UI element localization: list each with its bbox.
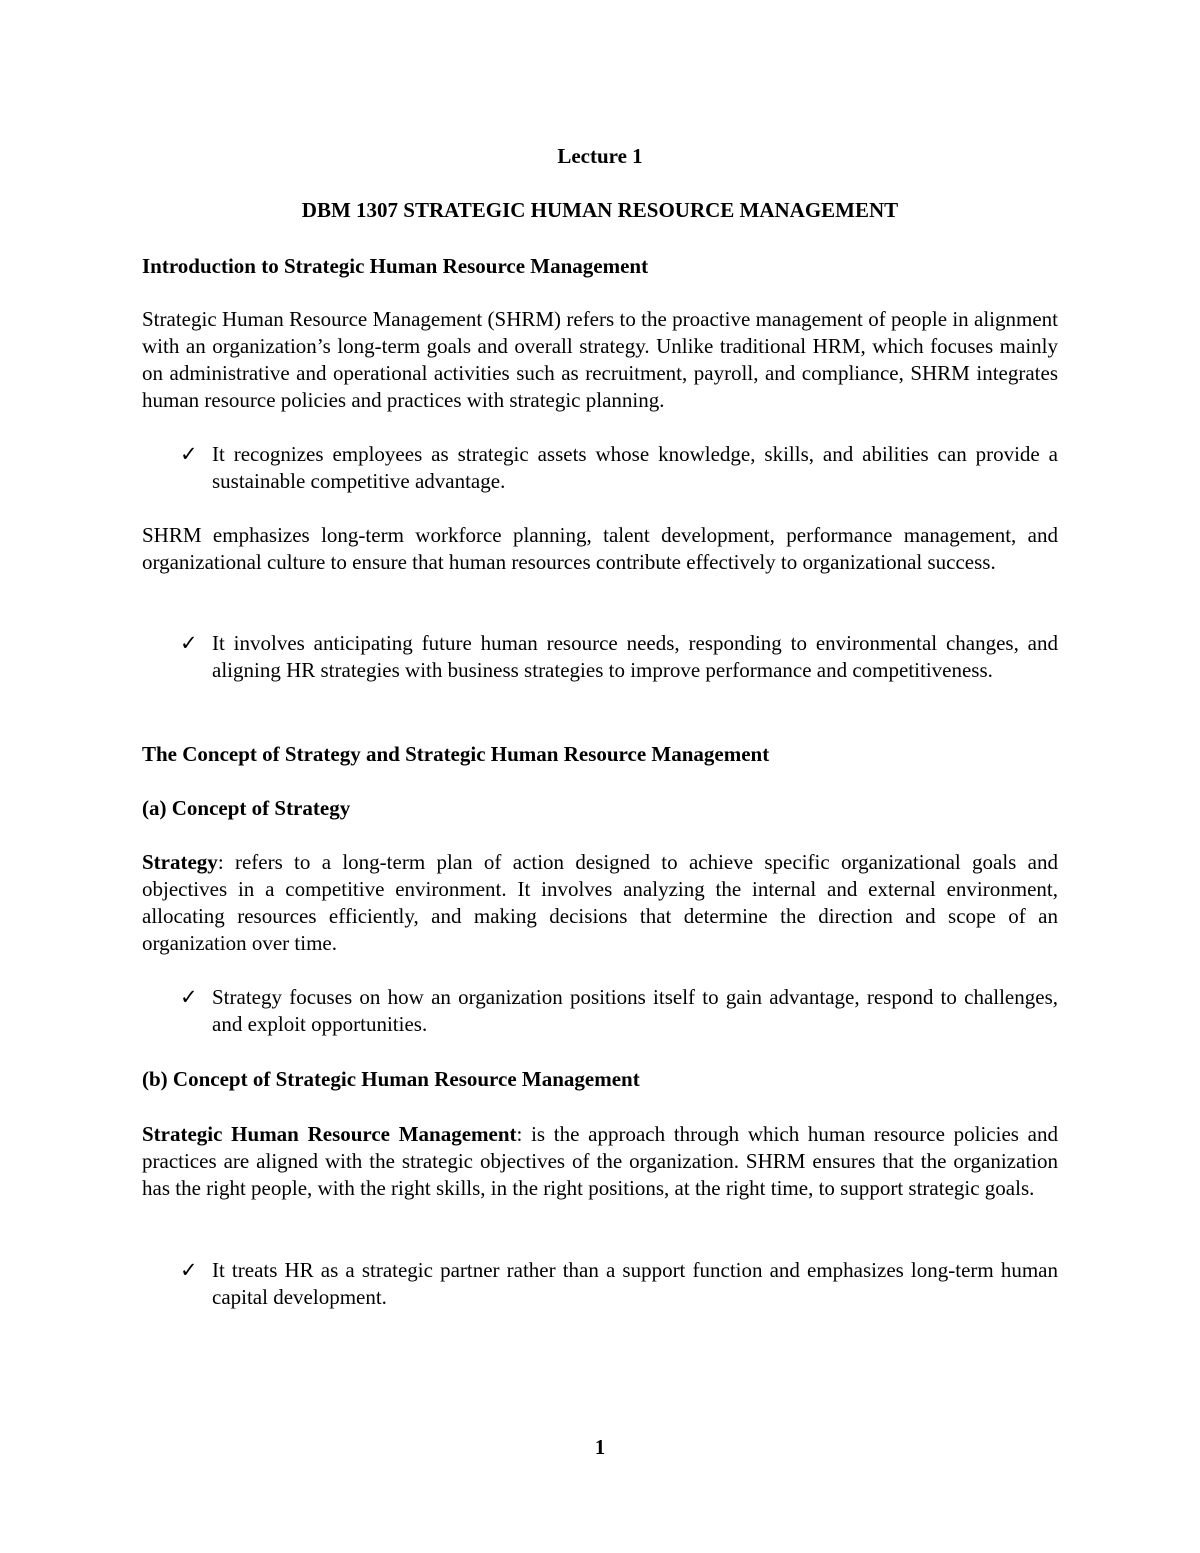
course-title: DBM 1307 STRATEGIC HUMAN RESOURCE MANAGEMENT [301, 198, 899, 222]
shrm-definition [142, 1121, 1058, 1202]
shrm-bullet-text: It treats HR as a strategic partner rather than a support function and emphasizes long-term human capital development. [212, 1258, 1058, 1309]
strategy-definition-text: : refers to a long-term plan of action designed to achieve specific organizational goals and objectives in a competitive environment. It involves analyzing the internal and external environment, allocating resources efficiently, and making decisions that determine the direction and scope of an organization over time. [142, 850, 1058, 955]
intro-bullet-text: It recognizes employees as strategic assets whose knowledge, skills, and abilities can provide a sustainable competitive advantage. [212, 442, 1058, 493]
strategy-definition [142, 849, 1058, 957]
emphasis-bullet [180, 630, 1058, 684]
emphasis-paragraph: SHRM emphasizes long-term workforce planning, talent development, performance management, and organizational culture to ensure that human resources contribute effectively to organizational success. [142, 523, 1058, 574]
strategy-bullet [180, 984, 1058, 1038]
intro-heading: Introduction to Strategic Human Resource Management [142, 254, 649, 278]
sub-b-heading: (b) Concept of Strategic Human Resource Management [142, 1067, 640, 1091]
strategy-term: Strategy [142, 850, 218, 874]
intro-paragraph: Strategic Human Resource Management (SHRM) refers to the proactive management of people in alignment with an organization’s long-term goals and overall strategy. Unlike traditional HRM, which focuses mainly on administrative and operational activities such as recruitment, payroll, and compliance, SHRM integrates human resource policies and practices with strategic planning. [142, 307, 1058, 412]
strategy-bullet-text: Strategy focuses on how an organization positions itself to gain advantage, respond to challenges, and exploit opportunities. [212, 985, 1058, 1036]
check-icon: ✓ [180, 1258, 198, 1282]
page-number: 1 [594, 1435, 606, 1459]
lecture-title: Lecture 1 [557, 144, 643, 168]
intro-bullet [180, 441, 1058, 495]
check-icon: ✓ [180, 631, 198, 655]
check-icon: ✓ [180, 985, 198, 1009]
shrm-term: Strategic Human Resource Management [142, 1122, 517, 1146]
concept-heading: The Concept of Strategy and Strategic Human Resource Management [142, 742, 770, 766]
check-icon: ✓ [180, 442, 198, 466]
emphasis-bullet-text: It involves anticipating future human resource needs, responding to environmental changes, and aligning HR strategies with business strategies to improve performance and competitiveness. [212, 631, 1058, 682]
shrm-bullet [180, 1257, 1058, 1311]
sub-a-heading: (a) Concept of Strategy [142, 796, 351, 820]
shrm-definition-text: : is the approach through which human resource policies and practices are aligned with the strategic objectives of the organization. SHRM ensures that the organization has the right people, with the right skills, in the right positions, at the right time, to support strategic goals. [142, 1122, 1058, 1200]
